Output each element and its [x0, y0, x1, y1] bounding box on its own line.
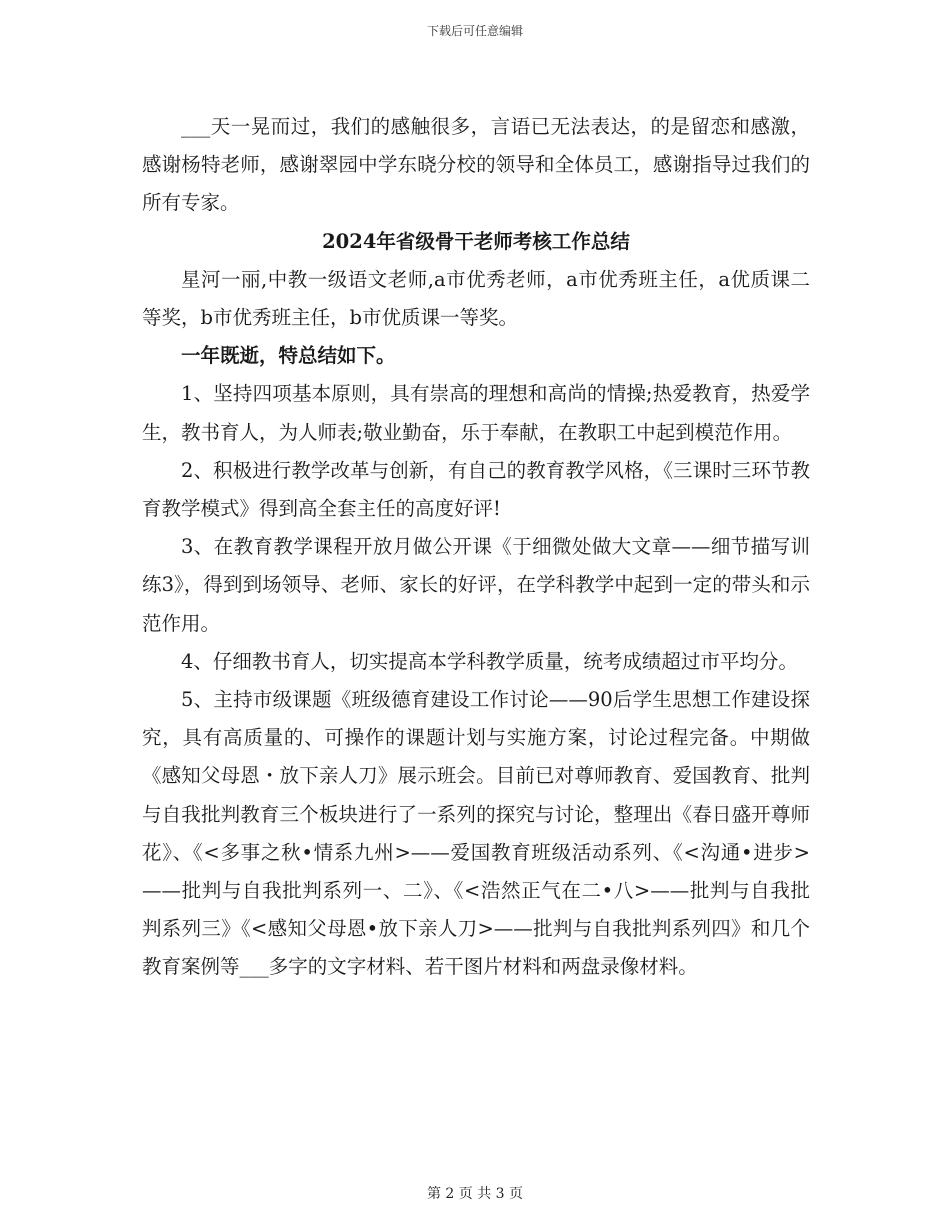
- page-header: 下载后可任意编辑: [426, 24, 523, 38]
- paragraph-item-2: 2、积极进行教学改革与创新，有自己的教育教学风格，《三课时三环节教育教学模式》得到高全套主任的高度好评!: [142, 458, 810, 521]
- paragraph-item-3: 3、在教育教学课程开放月做公开课《于细微处做大文章——细节描写训练3》，得到到场领导、老师、家长的好评，在学科教学中起到一定的带头和示范作用。: [142, 535, 810, 635]
- paragraph-item-4: 4、仔细教书育人，切实提高本学科教学质量，统考成绩超过市平均分。: [181, 649, 798, 673]
- document-title: 2024年省级骨干老师考核工作总结: [322, 229, 630, 253]
- paragraph-item-1: 1、坚持四项基本原则，具有崇高的理想和高尚的情操;热爱教育，热爱学生，教书育人，为人师表;敬业勤奋，乐于奉献，在教职工中起到模范作用。: [142, 382, 810, 444]
- paragraph-summary-heading: 一年既逝，特总结如下。: [181, 344, 396, 368]
- paragraph-intro: ___天一晃而过，我们的感触很多，言语已无法表达，的是留恋和感激，感谢杨特老师，感谢翠园中学东晓分校的领导和全体员工，感谢指导过我们的所有专家。: [142, 115, 810, 215]
- paragraph-profile: 星河一丽,中教一级语文老师,a市优秀老师，a市优秀班主任，a优质课二等奖，b市优秀班主任，b市优质课一等奖。: [142, 267, 810, 330]
- page-number: 第 2 页 共 3 页: [426, 1186, 524, 1202]
- document-body: [142, 108, 810, 987]
- paragraph-item-5: 5、主持市级课题《班级德育建设工作讨论——90后学生思想工作建设探究，具有高质量的、可操作的课题计划与实施方案，讨论过程完备。中期做《感知父母恩・放下亲人刀》展示班会。目前已对尊师教育、爱国教育、批判与自我批判教育三个板块进行了一系列的探究与讨论，整理出《春日盛开尊师花》、《<多事之秋•情系九州>——爱国教育班级活动系列、《<沟通•进步>——批判与自我批判系列一、二》、《<浩然正气在二•八>——批判与自我批判系列三》《<感知父母恩•放下亲人刀>——批判与自我批判系列四》和几个教育案例等___多字的文字材料、若干图片材料和两盘录像材料。: [142, 688, 810, 979]
